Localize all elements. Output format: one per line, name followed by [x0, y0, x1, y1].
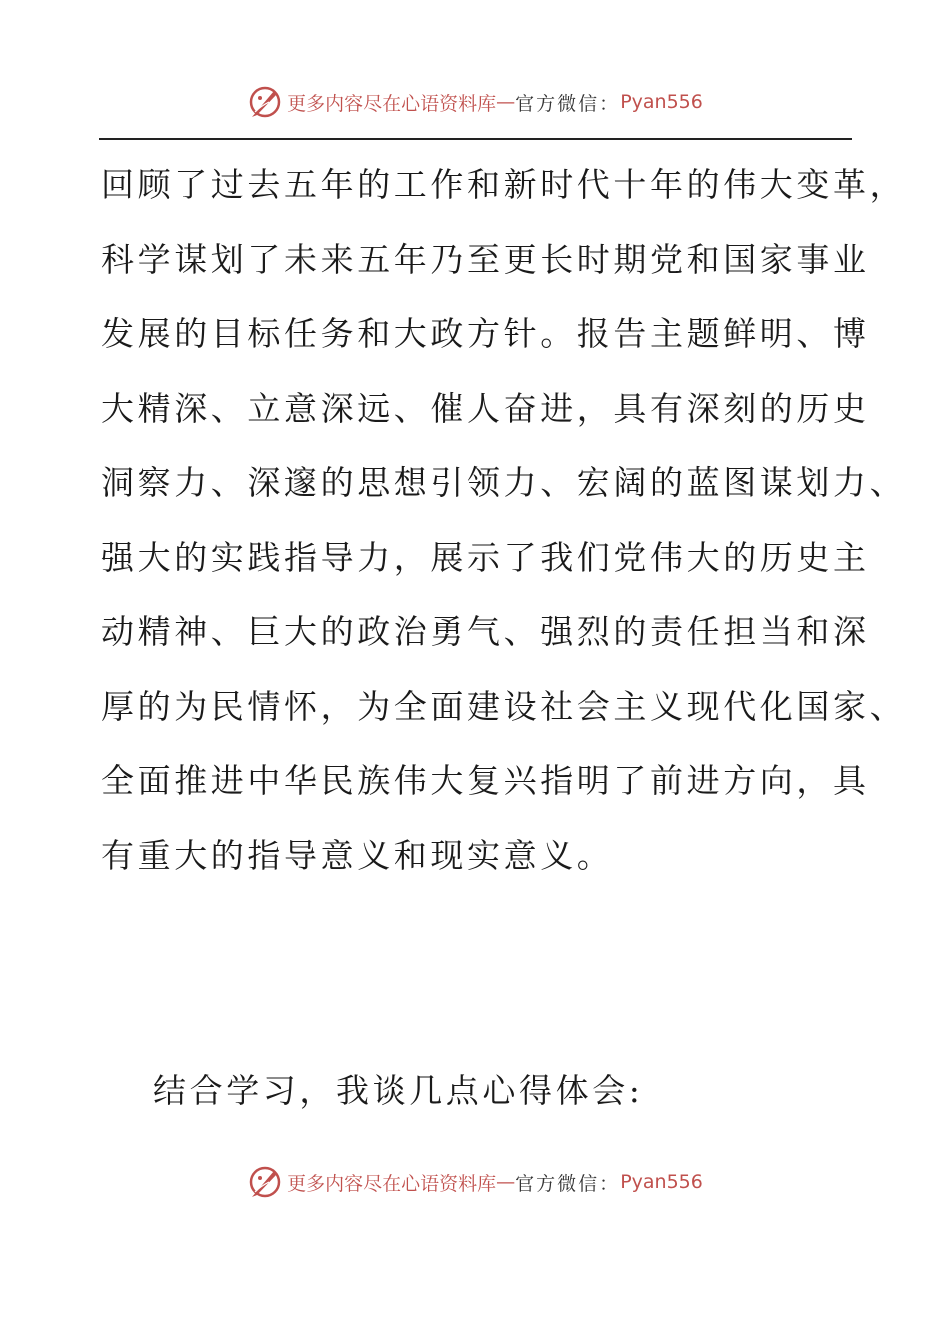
footer-watermark: [0, 1164, 950, 1200]
text-line: 回顾了过去五年的工作和新时代十年的伟大变革，: [101, 165, 907, 204]
watermark-dash: —: [496, 1171, 516, 1193]
watermark-wechat-label: 官方微信：: [515, 1172, 621, 1195]
text-line: 厚的为民情怀，为全面建设社会主义现代化国家、: [101, 686, 907, 726]
text-line: 动精神、巨大的政治勇气、强烈的责任担当和深: [101, 612, 870, 651]
watermark-wechat-id: Pyan556: [620, 91, 703, 113]
text-line: 科学谋划了未来五年乃至更长时期党和国家事业: [101, 239, 870, 279]
watermark-text: 更多内容尽在心语资料库: [287, 1172, 497, 1195]
watermark-dash: —: [496, 91, 516, 113]
text-line: 大精深、立意深远、催人奋进，具有深刻的历史: [101, 388, 870, 428]
text-line: 有重大的指导意义和现实意义。: [101, 835, 614, 875]
text-line: 强大的实践指导力，展示了我们党伟大的历史主: [101, 537, 870, 577]
text-line: 全面推进中华民族伟大复兴指明了前进方向，具: [101, 761, 870, 800]
text-line: 洞察力、深邃的思想引领力、宏阔的蓝图谋划力、: [101, 463, 907, 502]
header-divider: [99, 138, 852, 140]
quill-seal-icon: [247, 84, 283, 120]
watermark-wechat-label: 官方微信：: [515, 92, 621, 115]
watermark-text: 更多内容尽在心语资料库: [287, 92, 497, 115]
second-paragraph: 结合学习，我谈几点心得体会:: [153, 1071, 644, 1110]
text-line: 发展的目标任务和大政方针。报告主题鲜明、博: [101, 314, 870, 353]
quill-seal-icon: [247, 1164, 283, 1200]
watermark-wechat-id: Pyan556: [620, 1171, 703, 1193]
body-paragraph: [101, 148, 907, 893]
header-watermark: [0, 84, 950, 120]
